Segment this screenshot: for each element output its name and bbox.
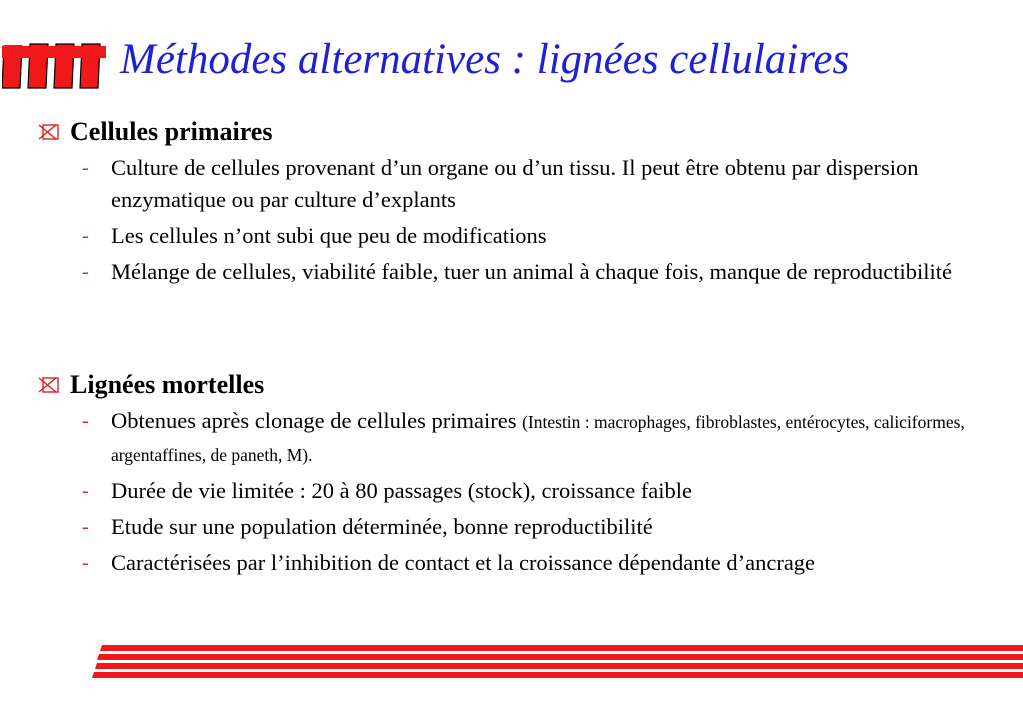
item-text: Mélange de cellules, viabilité faible, tuer un animal à chaque fois, manque de reproductibilité (111, 259, 952, 284)
item-text: Durée de vie limitée : 20 à 80 passages (stock), croissance faible (111, 478, 693, 503)
slide-title: Méthodes alternatives : lignées cellulaires (120, 36, 850, 83)
boxed-x-icon (38, 376, 60, 394)
section-title: Lignées mortelles (70, 370, 265, 399)
dash-bullet: - (82, 225, 89, 247)
item-text: Obtenues après clonage de cellules primaires (111, 408, 523, 433)
bullet-list (38, 152, 1013, 288)
list-item (38, 405, 1013, 471)
dash-bullet: - (82, 261, 89, 283)
bullet-list (38, 405, 1013, 579)
boxed-x-icon (38, 123, 60, 141)
section-heading (38, 369, 1013, 401)
list-item (38, 152, 1013, 216)
section-cellules-primaires (38, 116, 1013, 288)
section-heading (38, 116, 1013, 148)
list-item (38, 547, 1013, 579)
item-text: Caractérisées par l’inhibition de contact et la croissance dépendante d’ancrage (111, 550, 816, 575)
dash-bullet: - (82, 157, 89, 179)
item-text: Culture de cellules provenant d’un organe ou d’un tissu. Il peut être obtenu par dispersion enzymatique ou par culture d’explants (111, 155, 919, 212)
logo-bars-icon (2, 40, 108, 90)
section-title: Cellules primaires (70, 117, 273, 146)
item-note: (Intestin : macrophages, fibroblastes, entérocytes, caliciformes, argentaffines, de paneth, M). (111, 412, 965, 465)
list-item (38, 220, 1013, 252)
section-lignees-mortelles (38, 369, 1013, 579)
list-item (38, 256, 1013, 288)
item-text: Etude sur une population déterminée, bonne reproductibilité (111, 514, 653, 539)
dash-bullet: - (82, 480, 89, 502)
footer-stripes-icon (92, 645, 1023, 679)
list-item (38, 511, 1013, 543)
dash-bullet: - (82, 410, 89, 432)
dash-bullet: - (82, 552, 89, 574)
item-text: Les cellules n’ont subi que peu de modifications (111, 223, 547, 248)
dash-bullet: - (82, 516, 89, 538)
list-item (38, 475, 1013, 507)
